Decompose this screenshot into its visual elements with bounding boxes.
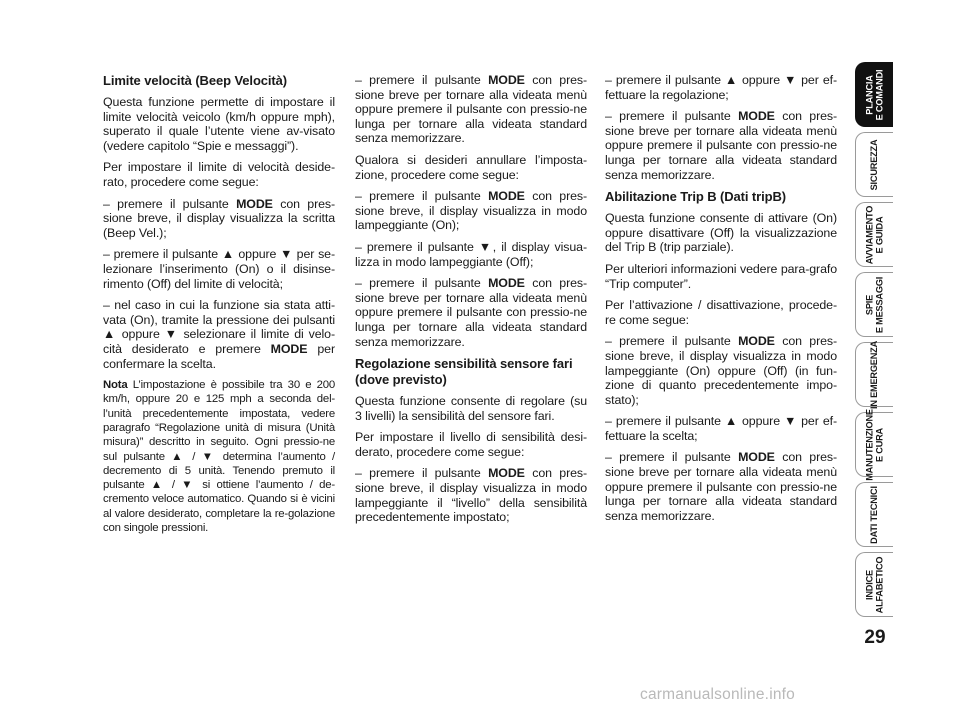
tab-sicurezza[interactable]	[855, 132, 893, 197]
mode-keyword: MODE	[488, 276, 525, 291]
paragraph: Qualora si desideri annullare l’imposta-zione, procedere come segue:	[355, 152, 587, 182]
section-heading-light-sensor: Regolazione sensibilità sensore fari (dove previsto)	[355, 356, 573, 388]
tab-indice-alfabetico[interactable]	[855, 552, 893, 617]
mode-keyword: MODE	[270, 341, 308, 356]
paragraph: Per impostare il livello di sensibilità desi-derato, procedere come segue:	[355, 430, 587, 459]
page-number: 29	[864, 627, 886, 648]
note-label: Nota	[103, 379, 128, 392]
tab-dati-tecnici[interactable]	[855, 482, 893, 547]
paragraph: Questa funzione consente di attivare (On) oppure disattivare (Off) la visualizzazione del Trip B (trip parziale).	[605, 211, 837, 255]
paragraph: Per l’attivazione / disattivazione, procede-re come segue:	[605, 298, 837, 327]
paragraph: – premere il pulsante MODE con pres-sione breve per tornare alla videata menù oppure premere il pulsante con pressio-ne lunga per tornare alla videata standard senza memorizzare.	[355, 73, 588, 146]
mode-keyword: MODE	[488, 73, 525, 87]
paragraph: – premere il pulsante MODE con pres-sione breve per tornare alla videata menù oppure premere il pulsante con pressio-ne lunga per tornare alla videata standard senza memorizzare.	[605, 109, 838, 182]
tab-label: MANUTENZIONE E CURA	[863, 408, 884, 481]
tab-label: SICUREZZA	[868, 139, 879, 190]
tab-in-emergenza[interactable]	[855, 342, 893, 407]
tab-label: IN EMERGENZA	[868, 340, 879, 409]
paragraph: – premere il pulsante MODE con pres-sione breve, il display visualizza la scritta (Beep Vel.);	[103, 196, 336, 240]
paragraph: – premere il pulsante MODE con pres-sione breve, il display visualizza in modo lampeggiante il “livello” della sensibilità precedentemente impostato;	[355, 466, 588, 525]
paragraph: – premere il pulsante MODE con pres-sione breve, il display visualizza in modo lampeggiante (On) oppure (Off) (in fun-zione di quanto precedentemente impo-stato);	[605, 334, 838, 407]
paragraph: Questa funzione consente di regolare (su 3 livelli) la sensibilità del sensore fari.	[355, 394, 587, 423]
paragraph: – premere il pulsante MODE con pres-sione breve, il display visualizza in modo lampeggiante (On);	[355, 189, 588, 233]
tab-avviamento-e-guida[interactable]	[855, 202, 893, 267]
paragraph: Per ulteriori informazioni vedere para-grafo “Trip computer”.	[605, 261, 837, 291]
mode-keyword: MODE	[236, 196, 273, 211]
paragraph: – premere il pulsante ▲ oppure ▼ per ef-fettuare la scelta;	[605, 414, 837, 443]
paragraph: – premere il pulsante ▲ oppure ▼ per ef-fettuare la regolazione;	[605, 73, 837, 102]
watermark: carmanualsonline.info	[640, 686, 795, 703]
note-paragraph: Nota L’impostazione è possibile tra 30 e 200 km/h, oppure 20 e 125 mph a seconda del-l’unità precedentemente impostata, vedere paragrafo “Regolazione unità di misura (Unità misura)” descritto in seguito. Ogni pressio-ne sul pulsante ▲ / ▼ determina l’aumento / decremento di 5 unità. Tenendo premuto il pulsante ▲ / ▼ si ottiene l’aumento / de-cremento veloce automatico. Quando si è vicini al valore desiderato, completare la re-golazione con singole pressioni.	[103, 379, 335, 535]
mode-keyword: MODE	[738, 450, 775, 465]
paragraph: – premere il pulsante MODE con pres-sione breve per tornare alla videata menù oppure premere il pulsante con pressio-ne lunga per tornare alla videata standard senza memorizzare.	[605, 450, 838, 523]
mode-keyword: MODE	[738, 334, 775, 349]
mode-keyword: MODE	[488, 189, 525, 204]
paragraph: Questa funzione permette di impostare il limite velocità veicolo (km/h oppure mph), superato il quale l’utente viene av-visato (vedere capitolo “Spie e messaggi”).	[103, 95, 335, 153]
mode-keyword: MODE	[738, 109, 775, 124]
paragraph: – nel caso in cui la funzione sia stata atti-vata (On), tramite la pressione dei pulsanti ▲ oppure ▼ selezionare il limite di velo-cità desiderato e premere MODE per confermare la scelta.	[103, 298, 335, 371]
paragraph: – premere il pulsante ▲ oppure ▼ per se-lezionare l’inserimento (On) o il disinse-rimento (Off) del limite di velocità;	[103, 247, 335, 291]
tab-manutenzione-e-cura[interactable]	[855, 408, 893, 481]
mode-keyword: MODE	[488, 466, 525, 481]
tab-plancia-e-comandi[interactable]	[855, 62, 893, 127]
tab-label: AVVIAMENTO E GUIDA	[863, 205, 884, 264]
paragraph: – premere il pulsante ▼, il display visua-lizza in modo lampeggiante (Off);	[355, 239, 587, 269]
section-heading-trip-b: Abilitazione Trip B (Dati tripB)	[605, 189, 786, 205]
section-heading-speed-limit: Limite velocità (Beep Velocità)	[103, 73, 288, 88]
tab-label: SPIE E MESSAGGI	[863, 276, 884, 333]
text-column-2	[355, 73, 587, 532]
tab-label: DATI TECNICI	[868, 485, 879, 544]
tab-spie-e-messaggi[interactable]	[855, 272, 893, 337]
chapter-tabs	[855, 62, 893, 622]
tab-label: PLANCIA E COMANDI	[863, 69, 884, 120]
tab-label: INDICE ALFABETICO	[863, 556, 884, 613]
paragraph: – premere il pulsante MODE con pres-sione breve per tornare alla videata menù oppure premere il pulsante con pressio-ne lunga per tornare alla videata standard senza memorizzare.	[355, 276, 588, 349]
paragraph: Per impostare il limite di velocità deside-rato, procedere come segue:	[103, 160, 335, 189]
text-column-3	[605, 73, 837, 530]
text-column-1	[103, 73, 335, 542]
